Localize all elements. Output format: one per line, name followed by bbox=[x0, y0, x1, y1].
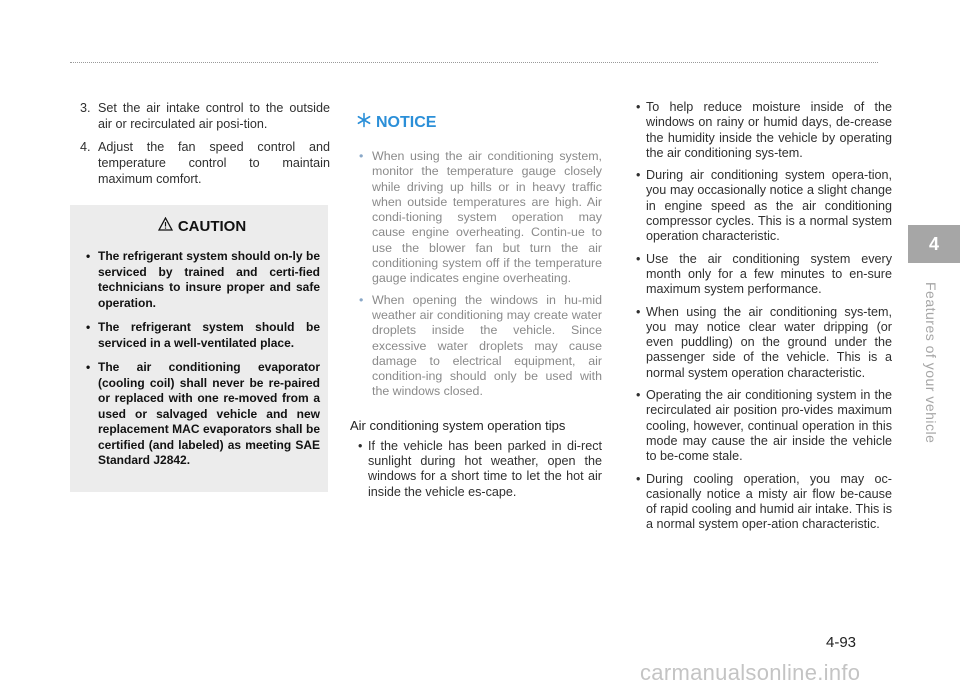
asterisk-icon bbox=[356, 112, 372, 133]
tip-item-text: When using the air conditioning sys-tem, you may notice clear water dripping (or even puddling) on the ground under the passenger side of the vehicle. This is a normal system operation characteristic. bbox=[646, 304, 892, 380]
tip-item bbox=[632, 100, 892, 161]
tip-item-text: Use the air conditioning system every month only for a few minutes to en-sure maximum system performance. bbox=[646, 251, 892, 297]
notice-item-text: When using the air conditioning system, monitor the temperature gauge closely while driving up hills or in heavy traffic when outside temperatures are high. Air condi-tioning system operation may cause engine overheating. Contin-ue to use the blower fan but turn the air conditioning system off if the temperature gauge indicates engine overheating. bbox=[372, 149, 602, 286]
tips-heading: Air conditioning system operation tips bbox=[350, 417, 566, 433]
watermark: carmanualsonline.info bbox=[640, 660, 861, 685]
column-left bbox=[72, 100, 330, 492]
notice-list bbox=[354, 149, 602, 400]
tips-list-continued bbox=[632, 100, 892, 533]
bullet-icon: • bbox=[86, 320, 91, 334]
procedure-steps bbox=[72, 100, 330, 187]
tip-item bbox=[632, 388, 892, 464]
chapter-tab: 4 bbox=[908, 225, 960, 263]
caution-item bbox=[84, 320, 320, 351]
bullet-icon: • bbox=[86, 249, 91, 263]
notice-item-text: When opening the windows in hu-mid weather air conditioning may create water droplets inside the vehicle. Since excessive water droplets may cause damage to electrical equipment, air condition-ing should only be used with the windows closed. bbox=[372, 292, 602, 399]
tips-list bbox=[354, 439, 602, 500]
notice-heading bbox=[356, 112, 602, 133]
step-number: 3. bbox=[80, 101, 91, 115]
bullet-icon: • bbox=[636, 471, 641, 486]
page-number: 4-93 bbox=[826, 634, 857, 651]
bullet-icon: • bbox=[86, 360, 91, 374]
tip-item bbox=[632, 168, 892, 244]
tip-item bbox=[632, 305, 892, 381]
caution-box bbox=[70, 205, 328, 492]
chapter-title: Features of your vehicle bbox=[923, 282, 939, 444]
step-item bbox=[72, 139, 330, 187]
bullet-icon: • bbox=[636, 100, 641, 114]
caution-title: CAUTION bbox=[177, 217, 247, 235]
caution-item bbox=[84, 360, 320, 469]
bullet-icon: • bbox=[359, 292, 364, 307]
bullet-icon: • bbox=[358, 438, 363, 453]
bullet-icon: • bbox=[636, 168, 641, 183]
tip-item-text: To help reduce moisture inside of the windows on rainy or humid days, de-crease the humidity inside the vehicle by operating the air conditioning sys-tem. bbox=[646, 100, 892, 160]
bullet-icon: • bbox=[636, 388, 641, 403]
tip-item-text: Operating the air conditioning system in the recirculated air position pro-vides maximum cooling, however, continual operation in this mode may cause the air inside the vehicle to be-come stale. bbox=[646, 388, 892, 464]
column-right bbox=[632, 100, 892, 540]
step-text: Adjust the fan speed control and temperature control to maintain maximum comfort. bbox=[98, 140, 330, 186]
caution-item-text: The refrigerant system should on-ly be serviced by trained and certi-fied technicians to insure proper and safe operation. bbox=[98, 249, 320, 310]
bullet-icon: • bbox=[636, 304, 641, 319]
warning-triangle-icon bbox=[158, 217, 173, 235]
caution-list bbox=[84, 249, 320, 469]
bullet-icon: • bbox=[359, 149, 364, 163]
caution-heading bbox=[84, 217, 320, 235]
top-divider bbox=[70, 62, 878, 63]
tip-item bbox=[632, 472, 892, 533]
tip-item-text: During air conditioning system opera-tion, you may occasionally notice a slight change in engine speed as the air conditioning compressor cycles. This is a normal system operation characteristic. bbox=[646, 168, 892, 244]
step-item bbox=[72, 100, 330, 132]
caution-item bbox=[84, 249, 320, 311]
notice-title: NOTICE bbox=[376, 113, 437, 131]
tip-item bbox=[354, 439, 602, 500]
caution-item-text: The refrigerant system should be serviced in a well-ventilated place. bbox=[98, 320, 320, 350]
column-middle bbox=[350, 100, 602, 506]
tip-item-text: If the vehicle has been parked in di-rect sunlight during hot weather, open the windows for a short time to let the hot air inside the vehicle es-cape. bbox=[368, 438, 602, 499]
caution-item-text: The air conditioning evaporator (cooling coil) shall never be re-paired or replaced with one re-moved from a used or salvaged vehicle and new replacement MAC evaporators shall be certified (and labeled) as meeting SAE Standard J2842. bbox=[98, 360, 320, 467]
tip-item-text: During cooling operation, you may oc-casionally notice a misty air flow be-cause of rapid cooling and humid air intake. This is a normal system oper-ation characteristic. bbox=[646, 471, 892, 532]
notice-item bbox=[354, 293, 602, 400]
tip-item bbox=[632, 252, 892, 298]
step-text: Set the air intake control to the outside air or recirculated air posi-tion. bbox=[98, 101, 330, 131]
notice-item bbox=[354, 149, 602, 287]
bullet-icon: • bbox=[636, 251, 641, 266]
step-number: 4. bbox=[80, 140, 91, 154]
